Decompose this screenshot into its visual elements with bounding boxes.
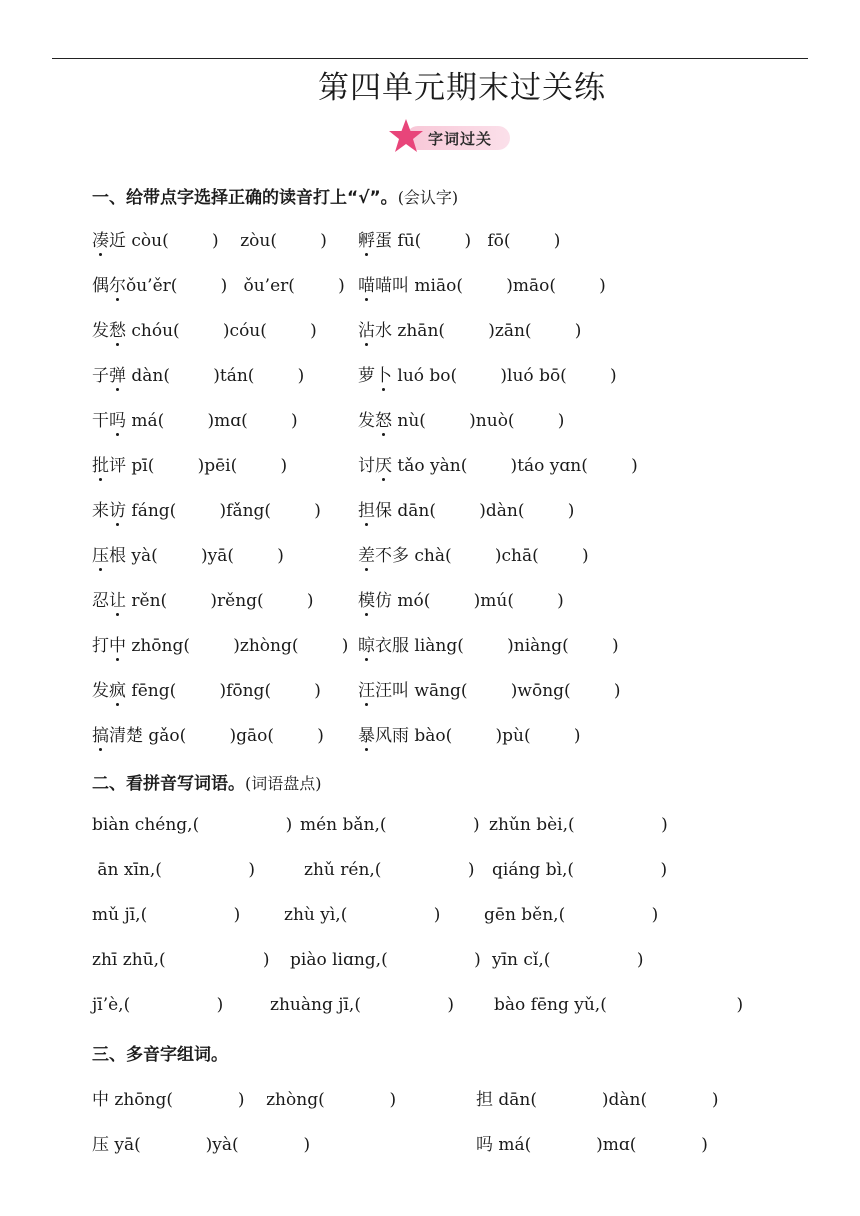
reading-item (358, 406, 564, 431)
pinyin-row (92, 950, 812, 980)
dotted-character: 尔 (109, 276, 126, 296)
reading-row (92, 271, 812, 301)
reading-item (358, 496, 574, 521)
pinyin-item: zhuàng jī,( ) (270, 995, 455, 1015)
dotted-character: 汪 (358, 681, 375, 701)
dotted-character: 卜 (375, 366, 392, 386)
word-suffix-pinyin: 水 zhān( )zān( ) (375, 321, 582, 341)
reading-row (92, 586, 812, 616)
section-badge (386, 116, 514, 158)
reading-row (92, 631, 812, 661)
word-suffix-pinyin: tǎo yàn( )táo yɑn( ) (392, 456, 638, 476)
section2-heading-text: 二、看拼音写词语。 (92, 774, 245, 794)
dotted-character: 愁 (109, 321, 126, 341)
pinyin-row (92, 815, 812, 845)
pinyin-item: yīn cǐ,( ) (492, 950, 644, 970)
pinyin-item: zhǔ rén,( ) (304, 860, 475, 880)
word-suffix-pinyin: ǒu’ěr( ) ǒu’er( ) (126, 276, 345, 296)
dotted-character: 喵 (358, 276, 375, 296)
reading-item (92, 361, 304, 386)
reading-item (92, 316, 317, 341)
dotted-character: 暴 (358, 726, 375, 746)
word-suffix-pinyin: fēng( )fōng( ) (126, 681, 321, 701)
reading-item (92, 676, 321, 701)
word-suffix-pinyin: 蛋 fū( ) fō( ) (375, 231, 561, 251)
word-suffix-pinyin: rěn( )rěng( ) (126, 591, 314, 611)
word-suffix-pinyin: má( )mɑ( ) (126, 411, 298, 431)
word-suffix-pinyin: 风雨 bào( )pù( ) (375, 726, 581, 746)
reading-item (92, 406, 298, 431)
reading-item (358, 271, 606, 296)
word-suffix-pinyin: 衣服 liàng( )niàng( ) (375, 636, 619, 656)
reading-item (358, 361, 617, 386)
polyphone-item: 担 dān( )dàn( ) (476, 1090, 719, 1110)
reading-row (92, 361, 812, 391)
pinyin-item: zhǔn bèi,( ) (489, 815, 668, 835)
reading-item (92, 541, 284, 566)
dotted-character: 压 (92, 546, 109, 566)
dotted-character: 让 (109, 591, 126, 611)
reading-row (92, 451, 812, 481)
pinyin-item: mén bǎn,( ) (300, 815, 480, 835)
reading-item (358, 721, 580, 746)
dotted-character: 疯 (109, 681, 126, 701)
dotted-character: 晾 (358, 636, 375, 656)
word-prefix: 打 (92, 636, 109, 656)
badge-label: 字词过关 (428, 130, 493, 148)
word-suffix-pinyin: 清楚 gǎo( )gāo( ) (109, 726, 324, 746)
polyphone-item: 压 yā( )yà( ) (92, 1135, 311, 1155)
reading-row (92, 316, 812, 346)
word-prefix: 发 (358, 411, 375, 431)
section1-heading (92, 183, 458, 208)
reading-item (358, 226, 560, 251)
dotted-character: 批 (92, 456, 109, 476)
reading-row (92, 496, 812, 526)
star-icon (386, 116, 426, 158)
reading-item (358, 586, 564, 611)
dotted-character: 孵 (358, 231, 375, 251)
word-suffix-pinyin: 根 yà( )yā( ) (109, 546, 284, 566)
word-suffix-pinyin: 仿 mó( )mú( ) (375, 591, 564, 611)
dotted-character: 担 (358, 501, 375, 521)
word-suffix-pinyin: fáng( )fǎng( ) (126, 501, 321, 521)
reading-item (92, 271, 345, 296)
polyphone-item: 中 zhōng( ) zhòng( ) (92, 1090, 397, 1110)
dotted-character: 厌 (375, 456, 392, 476)
reading-item (358, 676, 621, 701)
reading-row (92, 721, 812, 751)
pinyin-item: qiáng bì,( ) (492, 860, 668, 880)
reading-item (92, 631, 348, 656)
word-prefix: 子 (92, 366, 109, 386)
dotted-character: 访 (109, 501, 126, 521)
word-suffix-pinyin: chóu( )cóu( ) (126, 321, 317, 341)
top-rule (52, 58, 808, 59)
pinyin-row (92, 995, 812, 1025)
reading-item (358, 451, 638, 476)
reading-item (92, 586, 314, 611)
pinyin-item: gēn běn,( ) (484, 905, 659, 925)
pinyin-item: piào liɑng,( ) (290, 950, 481, 970)
page-title: 第四单元期末过关练 (318, 70, 606, 106)
word-suffix-pinyin: 不多 chà( )chā( ) (375, 546, 589, 566)
dotted-character: 模 (358, 591, 375, 611)
polyphone-row (92, 1085, 812, 1115)
reading-item (92, 496, 321, 521)
pinyin-item: bào fēng yǔ,( ) (494, 995, 744, 1015)
dotted-character: 弹 (109, 366, 126, 386)
reading-item (92, 451, 287, 476)
word-suffix-pinyin: nù( )nuò( ) (392, 411, 565, 431)
pinyin-item: mǔ jī,( ) (92, 905, 241, 925)
dotted-character: 搞 (92, 726, 109, 746)
reading-row (92, 541, 812, 571)
word-suffix-pinyin: luó bo( )luó bō( ) (392, 366, 617, 386)
reading-row (92, 226, 812, 256)
pinyin-row (92, 905, 812, 935)
section1-heading-text: 一、给带点字选择正确的读音打上“√”。 (92, 188, 398, 208)
pinyin-row (92, 860, 812, 890)
dotted-character: 怒 (375, 411, 392, 431)
reading-row (92, 676, 812, 706)
word-prefix: 萝 (358, 366, 375, 386)
dotted-character: 沾 (358, 321, 375, 341)
dotted-character: 中 (109, 636, 126, 656)
pinyin-item: jī’è,( ) (92, 995, 224, 1015)
pinyin-item: biàn chéng,( ) (92, 815, 293, 835)
word-prefix: 发 (92, 681, 109, 701)
word-prefix: 来 (92, 501, 109, 521)
pinyin-item: zhī zhū,( ) (92, 950, 270, 970)
dotted-character: 凑 (92, 231, 109, 251)
reading-row (92, 406, 812, 436)
polyphone-row (92, 1130, 812, 1160)
word-prefix: 干 (92, 411, 109, 431)
reading-item (92, 721, 324, 746)
section2-heading-note: (词语盘点) (245, 774, 322, 793)
reading-item (92, 226, 327, 251)
reading-item (358, 541, 589, 566)
word-prefix: 发 (92, 321, 109, 341)
section1-heading-note: (会认字) (397, 188, 459, 207)
word-suffix-pinyin: zhōng( )zhòng( ) (126, 636, 349, 656)
reading-item (358, 316, 581, 341)
word-suffix-pinyin: 保 dān( )dàn( ) (375, 501, 575, 521)
word-suffix-pinyin: 近 còu( ) zòu( ) (109, 231, 327, 251)
word-prefix: 讨 (358, 456, 375, 476)
pinyin-item: ān xīn,( ) (92, 860, 255, 880)
word-suffix-pinyin: 评 pī( )pēi( ) (109, 456, 288, 476)
word-suffix-pinyin: dàn( )tán( ) (126, 366, 305, 386)
word-suffix-pinyin: 汪叫 wāng( )wōng( ) (375, 681, 621, 701)
dotted-character: 差 (358, 546, 375, 566)
word-prefix: 忍 (92, 591, 109, 611)
reading-item (358, 631, 619, 656)
polyphone-item: 吗 má( )mɑ( ) (476, 1135, 708, 1155)
dotted-character: 吗 (109, 411, 126, 431)
section3-heading: 三、多音字组词。 (92, 1045, 228, 1065)
pinyin-item: zhù yì,( ) (284, 905, 441, 925)
section2-heading (92, 769, 322, 794)
word-suffix-pinyin: 喵叫 miāo( )māo( ) (375, 276, 606, 296)
word-prefix: 偶 (92, 276, 109, 296)
